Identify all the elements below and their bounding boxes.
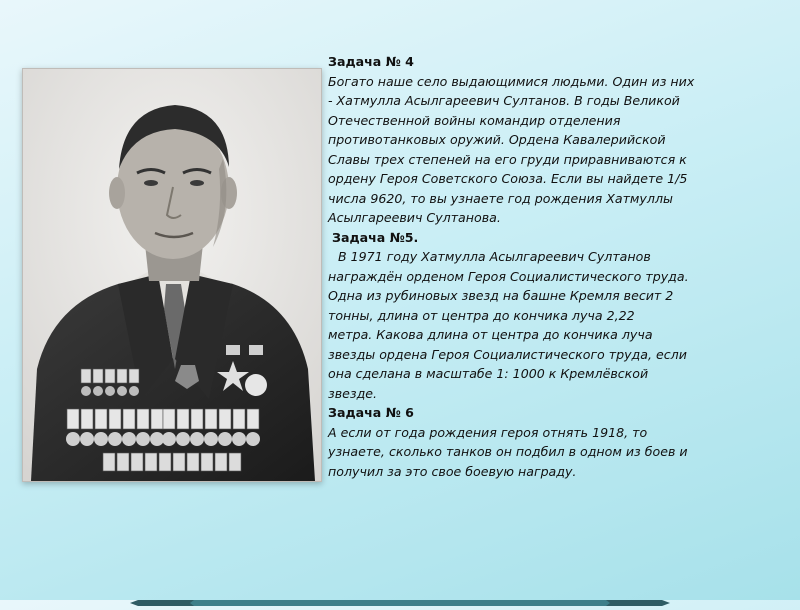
task5-line: тонны, длина от центра до кончика луча 2,22: [328, 307, 635, 323]
task6-line: А если от года рождения героя отнять 1918, то: [328, 424, 648, 440]
task4-line: Богато наше село выдающимися людьми. Один из них: [328, 73, 695, 89]
task4-line: Асылгареевич Султанова.: [328, 210, 501, 225]
task5-line: звезде.: [328, 385, 378, 401]
task4-line: противотанковых оружий. Ордена Кавалерийской: [328, 132, 666, 147]
task5-line: Одна из рубиновых звезд на башне Кремля весит 2: [328, 288, 674, 303]
task6-line: узнаете, сколько танков он подбил в одном из боев и: [328, 444, 688, 459]
task5-line: метра. Какова длина от центра до кончика луча: [328, 327, 653, 342]
task4-title: Задача № 4: [328, 54, 414, 69]
task-text-block: [328, 52, 778, 481]
portrait-illustration: [23, 69, 321, 481]
task5-line: звезды ордена Героя Социалистического труда, если: [328, 346, 687, 362]
task4-line: числа 9620, то вы узнаете год рождения Хатмуллы: [328, 190, 673, 206]
decorative-bottom-bar: [130, 591, 670, 597]
task4-line: ордену Героя Советского Союза. Если вы найдете 1/5: [328, 171, 688, 186]
task5-title: Задача №5.: [332, 229, 419, 245]
veteran-portrait-photo: [22, 68, 322, 482]
task6-title: Задача № 6: [328, 405, 414, 420]
bottom-stripe-graphic: [130, 600, 670, 606]
task4-line: - Хатмулла Асылгареевич Султанов. В годы Великой: [328, 93, 680, 108]
task6-line: получил за это свое боевую награду.: [328, 463, 577, 479]
task4-line: Отечественной войны командир отделения: [328, 112, 621, 128]
task4-line: Славы трех степеней на его груди приравниваются к: [328, 151, 687, 167]
task5-line: награждён орденом Героя Социалистического труда.: [328, 268, 689, 284]
task5-line: В 1971 году Хатмулла Асылгареевич Султанов: [338, 249, 651, 264]
task5-line: она сделана в масштабе 1: 1000 к Кремлёвской: [328, 366, 649, 381]
